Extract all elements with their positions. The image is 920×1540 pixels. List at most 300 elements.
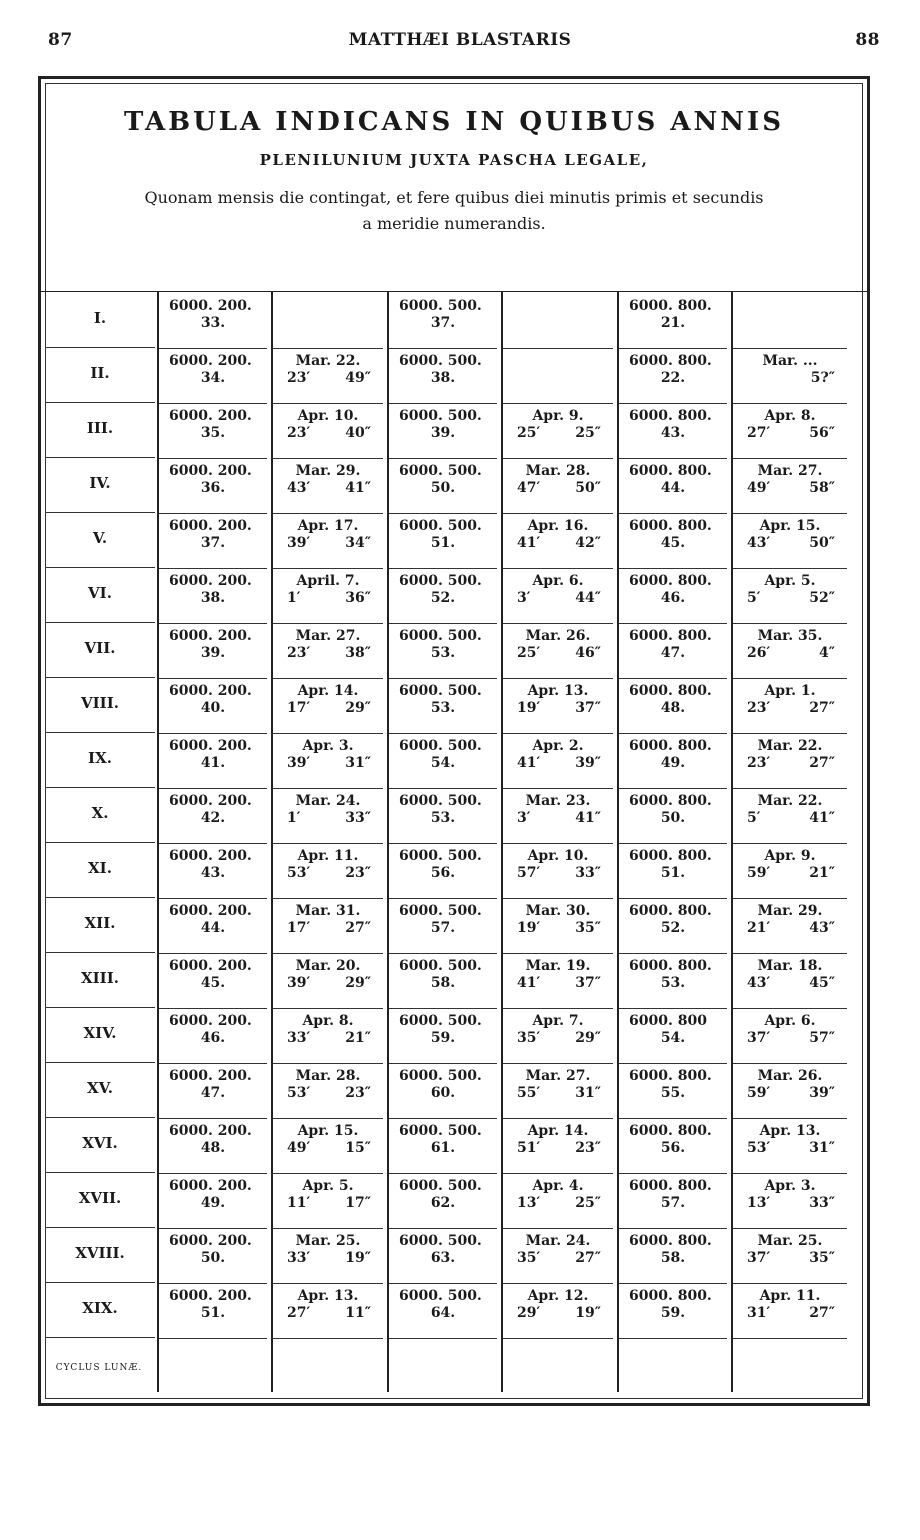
year-number: 44. xyxy=(660,480,686,496)
world-year-cell xyxy=(389,903,497,954)
world-year: 6000. 200. xyxy=(169,573,252,589)
full-moon-date-cell xyxy=(503,738,613,789)
world-year: 6000. 800. xyxy=(629,738,712,754)
world-year-cell xyxy=(619,848,727,899)
seconds-value: 37″ xyxy=(575,700,601,716)
seconds-value: 23″ xyxy=(345,865,371,881)
world-year: 6000. 500. xyxy=(399,1233,482,1249)
world-year-cell xyxy=(389,408,497,459)
world-year: 6000. 200. xyxy=(169,738,252,754)
full-moon-date: Mar. 27. xyxy=(525,1068,591,1084)
cycle-year-label: XIV. xyxy=(45,1011,155,1063)
world-year: 6000. 800. xyxy=(629,408,712,424)
full-moon-date: Apr. 1. xyxy=(764,683,816,699)
minutes-value: 17′ xyxy=(287,920,311,936)
minutes-value: 49′ xyxy=(747,480,771,496)
world-year: 6000. 800. xyxy=(629,1288,712,1304)
seconds-value: 39″ xyxy=(575,755,601,771)
world-year-cell xyxy=(389,463,497,514)
minutes-value: 13′ xyxy=(517,1195,541,1211)
year-number: 38. xyxy=(430,370,456,386)
world-year-cell xyxy=(159,298,267,349)
full-moon-date-cell xyxy=(503,1288,613,1339)
world-year: 6000. 200. xyxy=(169,1068,252,1084)
world-year: 6000. 800. xyxy=(629,573,712,589)
full-moon-date-cell xyxy=(273,353,383,404)
easter-full-moon-table xyxy=(41,291,867,1402)
cycle-year-label: XI. xyxy=(45,846,155,898)
world-year: 6000. 200. xyxy=(169,1233,252,1249)
full-moon-date: Apr. 8. xyxy=(764,408,816,424)
world-year: 6000. 800. xyxy=(629,1123,712,1139)
minutes-value: 51′ xyxy=(517,1140,541,1156)
minutes-value: 41′ xyxy=(517,755,541,771)
minutes-value: 26′ xyxy=(747,645,771,661)
full-moon-date-cell xyxy=(273,573,383,624)
full-moon-date: Mar. 31. xyxy=(295,903,361,919)
world-year: 6000. 500. xyxy=(399,1123,482,1139)
seconds-value: 31″ xyxy=(345,755,371,771)
world-year: 6000. 800. xyxy=(629,298,712,314)
world-year-cell xyxy=(619,518,727,569)
world-year: 6000. 200. xyxy=(169,628,252,644)
column-divider xyxy=(157,292,159,1392)
seconds-value: 21″ xyxy=(345,1030,371,1046)
world-year: 6000. 200. xyxy=(169,1178,252,1194)
running-title: MATTHÆI BLASTARIS xyxy=(348,30,572,50)
world-year: 6000. 200. xyxy=(169,1013,252,1029)
minutes-value: 23′ xyxy=(747,700,771,716)
minutes-value: 39′ xyxy=(287,975,311,991)
world-year-cell xyxy=(619,573,727,624)
world-year-cell xyxy=(619,463,727,514)
year-number: 51. xyxy=(660,865,686,881)
year-number: 22. xyxy=(660,370,686,386)
seconds-value: 50″ xyxy=(575,480,601,496)
full-moon-date: Mar. 22. xyxy=(757,738,823,754)
world-year: 6000. 800. xyxy=(629,683,712,699)
seconds-value: 46″ xyxy=(575,645,601,661)
world-year: 6000. 500. xyxy=(399,683,482,699)
full-moon-date-cell xyxy=(733,408,847,459)
world-year: 6000. 500. xyxy=(399,628,482,644)
full-moon-date-cell xyxy=(503,408,613,459)
world-year: 6000. 200. xyxy=(169,1288,252,1304)
world-year-cell xyxy=(619,298,727,349)
world-year-cell xyxy=(619,1178,727,1229)
full-moon-date-cell xyxy=(273,1288,383,1339)
year-number: 46. xyxy=(660,590,686,606)
year-number: 52. xyxy=(430,590,456,606)
world-year-cell xyxy=(389,1178,497,1229)
world-year-cell xyxy=(389,298,497,349)
year-number: 49. xyxy=(660,755,686,771)
seconds-value: 33″ xyxy=(345,810,371,826)
seconds-value: 23″ xyxy=(345,1085,371,1101)
full-moon-date-cell xyxy=(733,1233,847,1284)
full-moon-date: Apr. 17. xyxy=(297,518,359,534)
minutes-value: 37′ xyxy=(747,1030,771,1046)
full-moon-date-cell xyxy=(733,1068,847,1119)
world-year-cell xyxy=(619,958,727,1009)
minutes-value: 59′ xyxy=(747,865,771,881)
world-year: 6000. 800. xyxy=(629,903,712,919)
minutes-value: 53′ xyxy=(287,865,311,881)
world-year: 6000. 200. xyxy=(169,683,252,699)
world-year-cell xyxy=(159,1068,267,1119)
world-year: 6000. 500. xyxy=(399,1013,482,1029)
full-moon-date-cell xyxy=(733,353,847,404)
full-moon-date-cell xyxy=(273,628,383,679)
world-year-cell xyxy=(619,353,727,404)
seconds-value: 27″ xyxy=(809,755,835,771)
full-moon-date: Apr. 12. xyxy=(527,1288,589,1304)
year-number: 50. xyxy=(430,480,456,496)
world-year-cell xyxy=(389,1288,497,1339)
seconds-value: 25″ xyxy=(575,1195,601,1211)
cycle-year-label: I. xyxy=(45,296,155,348)
minutes-value: 39′ xyxy=(287,535,311,551)
year-number: 43. xyxy=(200,865,226,881)
full-moon-date-cell xyxy=(503,573,613,624)
full-moon-date: Apr. 4. xyxy=(532,1178,584,1194)
full-moon-date-cell xyxy=(273,1013,383,1064)
full-moon-date-cell xyxy=(273,793,383,844)
minutes-value: 33′ xyxy=(287,1030,311,1046)
world-year-cell xyxy=(159,1013,267,1064)
world-year-cell xyxy=(159,408,267,459)
full-moon-date: Mar. 25. xyxy=(295,1233,361,1249)
year-number: 63. xyxy=(430,1250,456,1266)
cycle-year-label: IV. xyxy=(45,461,155,513)
world-year: 6000. 200. xyxy=(169,463,252,479)
world-year: 6000. 500. xyxy=(399,848,482,864)
world-year: 6000. 500. xyxy=(399,738,482,754)
full-moon-date: Apr. 6. xyxy=(532,573,584,589)
full-moon-date: Mar. ... xyxy=(762,353,818,369)
minutes-value: 43′ xyxy=(287,480,311,496)
world-year-cell xyxy=(619,628,727,679)
minutes-value: 43′ xyxy=(747,975,771,991)
year-number: 37. xyxy=(430,315,456,331)
year-number: 50. xyxy=(660,810,686,826)
minutes-value: 21′ xyxy=(747,920,771,936)
full-moon-date: Mar. 20. xyxy=(295,958,361,974)
seconds-value: 49″ xyxy=(345,370,371,386)
full-moon-date-cell xyxy=(733,903,847,954)
description-line-2: a meridie numerandis. xyxy=(362,214,546,233)
full-moon-date: Apr. 16. xyxy=(527,518,589,534)
year-number: 53. xyxy=(430,700,456,716)
seconds-value: 35″ xyxy=(575,920,601,936)
minutes-value: 33′ xyxy=(287,1250,311,1266)
world-year-cell xyxy=(389,573,497,624)
seconds-value: 19″ xyxy=(345,1250,371,1266)
year-number: 59. xyxy=(660,1305,686,1321)
world-year-cell xyxy=(619,408,727,459)
year-number: 53. xyxy=(430,810,456,826)
full-moon-date-cell xyxy=(503,1013,613,1064)
column-divider xyxy=(387,292,389,1392)
full-moon-date: Apr. 14. xyxy=(527,1123,589,1139)
cycle-year-label: V. xyxy=(45,516,155,568)
seconds-value: 37″ xyxy=(575,975,601,991)
year-number: 60. xyxy=(430,1085,456,1101)
full-moon-date-cell xyxy=(273,408,383,459)
full-moon-date-cell xyxy=(503,1068,613,1119)
world-year: 6000. 500. xyxy=(399,903,482,919)
cycle-year-label: X. xyxy=(45,791,155,843)
full-moon-date-cell xyxy=(503,1178,613,1229)
world-year-cell xyxy=(159,1288,267,1339)
full-moon-date: Mar. 27. xyxy=(295,628,361,644)
full-moon-date-cell xyxy=(733,793,847,844)
full-moon-date: Apr. 15. xyxy=(297,1123,359,1139)
cycle-year-label: XIX. xyxy=(45,1286,155,1338)
world-year: 6000. 500. xyxy=(399,298,482,314)
minutes-value: 17′ xyxy=(287,700,311,716)
full-moon-date-cell xyxy=(273,683,383,734)
seconds-value: 29″ xyxy=(345,975,371,991)
seconds-value: 31″ xyxy=(809,1140,835,1156)
world-year: 6000. 200. xyxy=(169,518,252,534)
full-moon-date: Mar. 23. xyxy=(525,793,591,809)
year-number: 57. xyxy=(660,1195,686,1211)
world-year-cell xyxy=(619,683,727,734)
year-number: 58. xyxy=(660,1250,686,1266)
page-number-left: 87 xyxy=(48,30,73,50)
full-moon-date-cell xyxy=(733,298,847,349)
year-number: 41. xyxy=(200,755,226,771)
world-year: 6000. 500. xyxy=(399,1068,482,1084)
full-moon-date-cell xyxy=(503,353,613,404)
year-number: 48. xyxy=(200,1140,226,1156)
full-moon-date-cell xyxy=(503,903,613,954)
column-divider xyxy=(731,292,733,1392)
full-moon-date-cell xyxy=(503,848,613,899)
cycle-year-label: III. xyxy=(45,406,155,458)
minutes-value: 3′ xyxy=(517,810,531,826)
full-moon-date: Mar. 24. xyxy=(295,793,361,809)
seconds-value: 34″ xyxy=(345,535,371,551)
cycle-year-label: XV. xyxy=(45,1066,155,1118)
year-number: 56. xyxy=(430,865,456,881)
full-moon-date-cell xyxy=(503,1123,613,1174)
full-moon-date: Apr. 3. xyxy=(764,1178,816,1194)
seconds-value: 36″ xyxy=(345,590,371,606)
year-number: 58. xyxy=(430,975,456,991)
minutes-value: 39′ xyxy=(287,755,311,771)
world-year: 6000. 800. xyxy=(629,1233,712,1249)
minutes-value: 31′ xyxy=(747,1305,771,1321)
cycle-year-label: XVII. xyxy=(45,1176,155,1228)
year-number: 46. xyxy=(200,1030,226,1046)
table-description xyxy=(41,185,867,237)
year-number: 33. xyxy=(200,315,226,331)
full-moon-date-cell xyxy=(733,848,847,899)
seconds-value: 44″ xyxy=(575,590,601,606)
cyclus-lunae-label: CYCLUS LUNÆ. xyxy=(55,1363,143,1373)
full-moon-date: Mar. 19. xyxy=(525,958,591,974)
world-year-cell xyxy=(389,1123,497,1174)
page-number-right: 88 xyxy=(855,30,880,50)
full-moon-date: Mar. 29. xyxy=(757,903,823,919)
world-year: 6000. 200. xyxy=(169,298,252,314)
full-moon-date: Apr. 11. xyxy=(297,848,359,864)
world-year: 6000. 200. xyxy=(169,848,252,864)
full-moon-date: Apr. 2. xyxy=(532,738,584,754)
full-moon-date-cell xyxy=(733,958,847,1009)
cycle-year-label: II. xyxy=(45,351,155,403)
world-year-cell xyxy=(159,793,267,844)
world-year: 6000. 200. xyxy=(169,903,252,919)
full-moon-date: Mar. 18. xyxy=(757,958,823,974)
full-moon-date-cell xyxy=(503,628,613,679)
minutes-value: 25′ xyxy=(517,425,541,441)
full-moon-date-cell xyxy=(733,1013,847,1064)
world-year-cell xyxy=(389,738,497,789)
year-number: 37. xyxy=(200,535,226,551)
year-number: 45. xyxy=(200,975,226,991)
world-year: 6000. 500. xyxy=(399,518,482,534)
minutes-value: 5′ xyxy=(747,810,761,826)
year-number: 49. xyxy=(200,1195,226,1211)
year-number: 34. xyxy=(200,370,226,386)
full-moon-date: Apr. 10. xyxy=(527,848,589,864)
world-year-cell xyxy=(159,1123,267,1174)
full-moon-date: Apr. 10. xyxy=(297,408,359,424)
full-moon-date-cell xyxy=(733,738,847,789)
world-year-cell xyxy=(159,848,267,899)
world-year-cell xyxy=(159,353,267,404)
seconds-value: 21″ xyxy=(809,865,835,881)
full-moon-date-cell xyxy=(273,1233,383,1284)
year-number: 53. xyxy=(660,975,686,991)
world-year-cell xyxy=(159,628,267,679)
year-number: 50. xyxy=(200,1250,226,1266)
year-number: 48. xyxy=(660,700,686,716)
full-moon-date-cell xyxy=(273,1068,383,1119)
table-title: TABULA INDICANS IN QUIBUS ANNIS xyxy=(124,107,784,137)
seconds-value: 25″ xyxy=(575,425,601,441)
world-year: 6000. 200. xyxy=(169,353,252,369)
full-moon-date-cell xyxy=(273,518,383,569)
minutes-value: 49′ xyxy=(287,1140,311,1156)
world-year: 6000. 800. xyxy=(629,958,712,974)
full-moon-date: Apr. 13. xyxy=(297,1288,359,1304)
seconds-value: 27″ xyxy=(345,920,371,936)
year-number: 64. xyxy=(430,1305,456,1321)
world-year-cell xyxy=(389,628,497,679)
full-moon-date-cell xyxy=(273,958,383,1009)
minutes-value: 23′ xyxy=(287,370,311,386)
world-year: 6000. 800 xyxy=(629,1013,707,1029)
seconds-value: 23″ xyxy=(575,1140,601,1156)
full-moon-date: Apr. 6. xyxy=(764,1013,816,1029)
minutes-value: 27′ xyxy=(287,1305,311,1321)
year-number: 52. xyxy=(660,920,686,936)
world-year-cell xyxy=(159,518,267,569)
seconds-value: 15″ xyxy=(345,1140,371,1156)
table-frame xyxy=(38,76,870,1406)
world-year: 6000. 500. xyxy=(399,1288,482,1304)
full-moon-date-cell xyxy=(733,1178,847,1229)
full-moon-date: Mar. 25. xyxy=(757,1233,823,1249)
minutes-value: 23′ xyxy=(287,645,311,661)
year-number: 61. xyxy=(430,1140,456,1156)
seconds-value: 39″ xyxy=(809,1085,835,1101)
world-year-cell xyxy=(159,683,267,734)
year-number: 47. xyxy=(660,645,686,661)
full-moon-date-cell xyxy=(273,738,383,789)
world-year: 6000. 800. xyxy=(629,518,712,534)
minutes-value: 11′ xyxy=(287,1195,311,1211)
world-year-cell xyxy=(389,1233,497,1284)
column-divider xyxy=(617,292,619,1392)
minutes-value: 55′ xyxy=(517,1085,541,1101)
page-header xyxy=(40,30,880,60)
year-number: 54. xyxy=(660,1030,686,1046)
seconds-value: 27″ xyxy=(575,1250,601,1266)
full-moon-date: Mar. 30. xyxy=(525,903,591,919)
full-moon-date: Apr. 3. xyxy=(302,738,354,754)
world-year-cell xyxy=(619,793,727,844)
year-number: 51. xyxy=(430,535,456,551)
world-year: 6000. 500. xyxy=(399,408,482,424)
full-moon-date: Mar. 29. xyxy=(295,463,361,479)
description-line-1: Quonam mensis die contingat, et fere quibus diei minutis primis et secundis xyxy=(144,188,764,207)
world-year: 6000. 500. xyxy=(399,793,482,809)
cycle-year-label: VIII. xyxy=(45,681,155,733)
minutes-value: 19′ xyxy=(517,920,541,936)
world-year: 6000. 500. xyxy=(399,958,482,974)
seconds-value: 41″ xyxy=(575,810,601,826)
seconds-value: 41″ xyxy=(345,480,371,496)
full-moon-date: Apr. 5. xyxy=(764,573,816,589)
minutes-value: 19′ xyxy=(517,700,541,716)
year-number: 39. xyxy=(200,645,226,661)
world-year: 6000. 500. xyxy=(399,1178,482,1194)
full-moon-date-cell xyxy=(273,903,383,954)
world-year-cell xyxy=(619,1013,727,1064)
full-moon-date: Apr. 13. xyxy=(759,1123,821,1139)
full-moon-date: Apr. 9. xyxy=(532,408,584,424)
full-moon-date-cell xyxy=(503,298,613,349)
minutes-value: 3′ xyxy=(517,590,531,606)
full-moon-date: Apr. 14. xyxy=(297,683,359,699)
full-moon-date: Apr. 5. xyxy=(302,1178,354,1194)
world-year-cell xyxy=(389,518,497,569)
world-year-cell xyxy=(389,1068,497,1119)
full-moon-date: Mar. 28. xyxy=(295,1068,361,1084)
world-year: 6000. 500. xyxy=(399,353,482,369)
year-number: 44. xyxy=(200,920,226,936)
full-moon-date: Apr. 9. xyxy=(764,848,816,864)
world-year: 6000. 500. xyxy=(399,463,482,479)
cycle-year-label: VI. xyxy=(45,571,155,623)
minutes-value: 53′ xyxy=(287,1085,311,1101)
year-number: 51. xyxy=(200,1305,226,1321)
world-year-cell xyxy=(389,683,497,734)
full-moon-date: Apr. 8. xyxy=(302,1013,354,1029)
world-year-cell xyxy=(389,1013,497,1064)
year-number: 47. xyxy=(200,1085,226,1101)
minutes-value: 41′ xyxy=(517,975,541,991)
seconds-value: 35″ xyxy=(809,1250,835,1266)
minutes-value: 1′ xyxy=(287,590,301,606)
world-year: 6000. 800. xyxy=(629,1068,712,1084)
seconds-value: 31″ xyxy=(575,1085,601,1101)
